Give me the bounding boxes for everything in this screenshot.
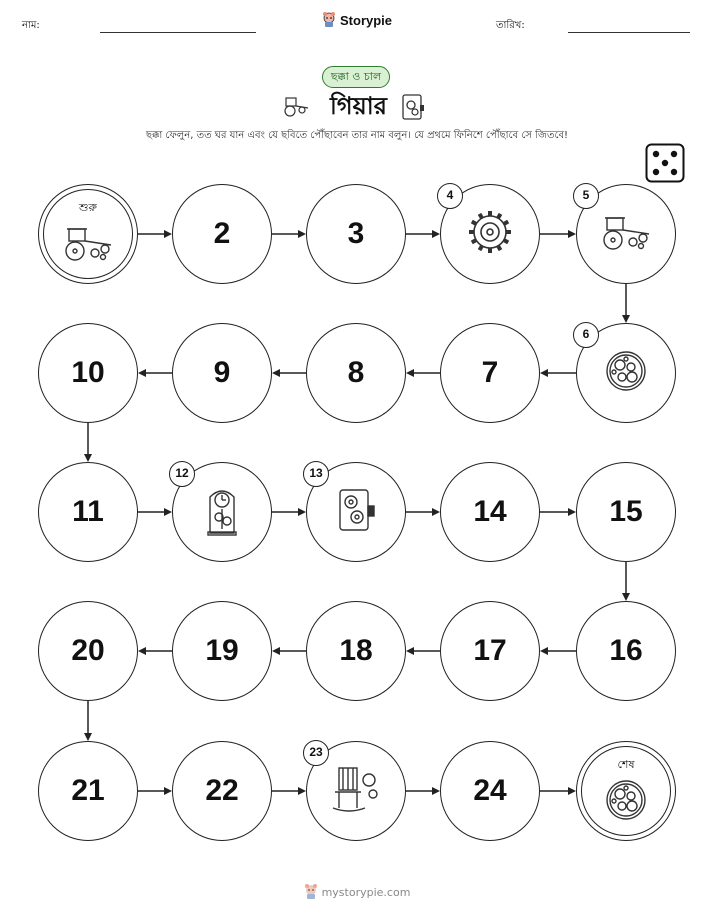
page-title: গিয়ার [330,92,387,120]
gear-book-icon [334,486,378,538]
path-arrow [540,369,576,377]
path-arrow [272,369,306,377]
path-arrow [540,647,576,655]
path-arrow [540,787,576,795]
space-number: 19 [205,634,239,667]
path-arrow [84,701,92,741]
gear-cart-icon [599,212,653,256]
gear-cart-icon [61,223,115,267]
space-number-badge: 23 [303,740,329,766]
space-number: 9 [213,356,231,389]
space-number: 8 [347,356,365,389]
gear-chair-icon [329,764,383,818]
space-number-badge: 12 [169,461,195,487]
storypie-mascot-icon [304,884,318,900]
path-arrow [138,369,172,377]
space-number: 17 [473,634,507,667]
date-label: তারিখ: [496,20,525,31]
path-arrow [406,369,440,377]
path-arrow [406,508,440,516]
instructions: ছক্কা ফেলুন, তত ঘর যান এবং যে ছবিতে পৌঁছাবেন তার নাম বলুন। যে প্রথমে ফিনিশে পৌঁছাবে সে জিতবে! [145,130,569,141]
path-arrow [138,647,172,655]
space-number-badge: 6 [573,322,599,348]
path-arrow [138,230,172,238]
space-number: 2 [213,217,231,250]
space-number: 21 [71,774,105,807]
path-arrow [138,787,172,795]
path-arrow [272,230,306,238]
space-number-badge: 13 [303,461,329,487]
game-type-badge: ছক্কা ও চাল [322,66,390,88]
path-arrow [622,562,630,601]
space-number: 10 [71,356,105,389]
space-number: 11 [72,495,104,528]
space-number: 16 [609,634,643,667]
finish-label: শেষ [617,758,635,771]
path-arrow [272,647,306,655]
path-arrow [540,508,576,516]
path-arrow [540,230,576,238]
path-arrow [272,508,306,516]
space-number-badge: 5 [573,183,599,209]
path-arrow [406,230,440,238]
clockwork-icon [604,349,648,397]
name-label: নাম: [22,20,40,31]
path-arrow [406,647,440,655]
space-number-badge: 4 [437,183,463,209]
space-number: 15 [609,495,643,528]
space-number: 3 [347,217,365,250]
space-number: 20 [71,634,105,667]
path-arrow [84,423,92,462]
start-label: শুরু [79,201,97,214]
space-number: 18 [339,634,373,667]
pendulum-clock-icon [202,483,242,541]
space-number: 7 [481,356,499,389]
brand-name: Storypie [340,12,393,28]
space-number: 22 [205,774,239,807]
footer [0,884,714,900]
space-number: 14 [473,495,507,528]
footer-url: mystorypie.com [321,885,411,899]
gear-icon [465,207,515,261]
path-arrow [272,787,306,795]
clockwork-icon [604,778,648,826]
path-arrow [622,284,630,323]
path-arrow [138,508,172,516]
path-arrow [406,787,440,795]
space-number: 24 [473,774,507,807]
